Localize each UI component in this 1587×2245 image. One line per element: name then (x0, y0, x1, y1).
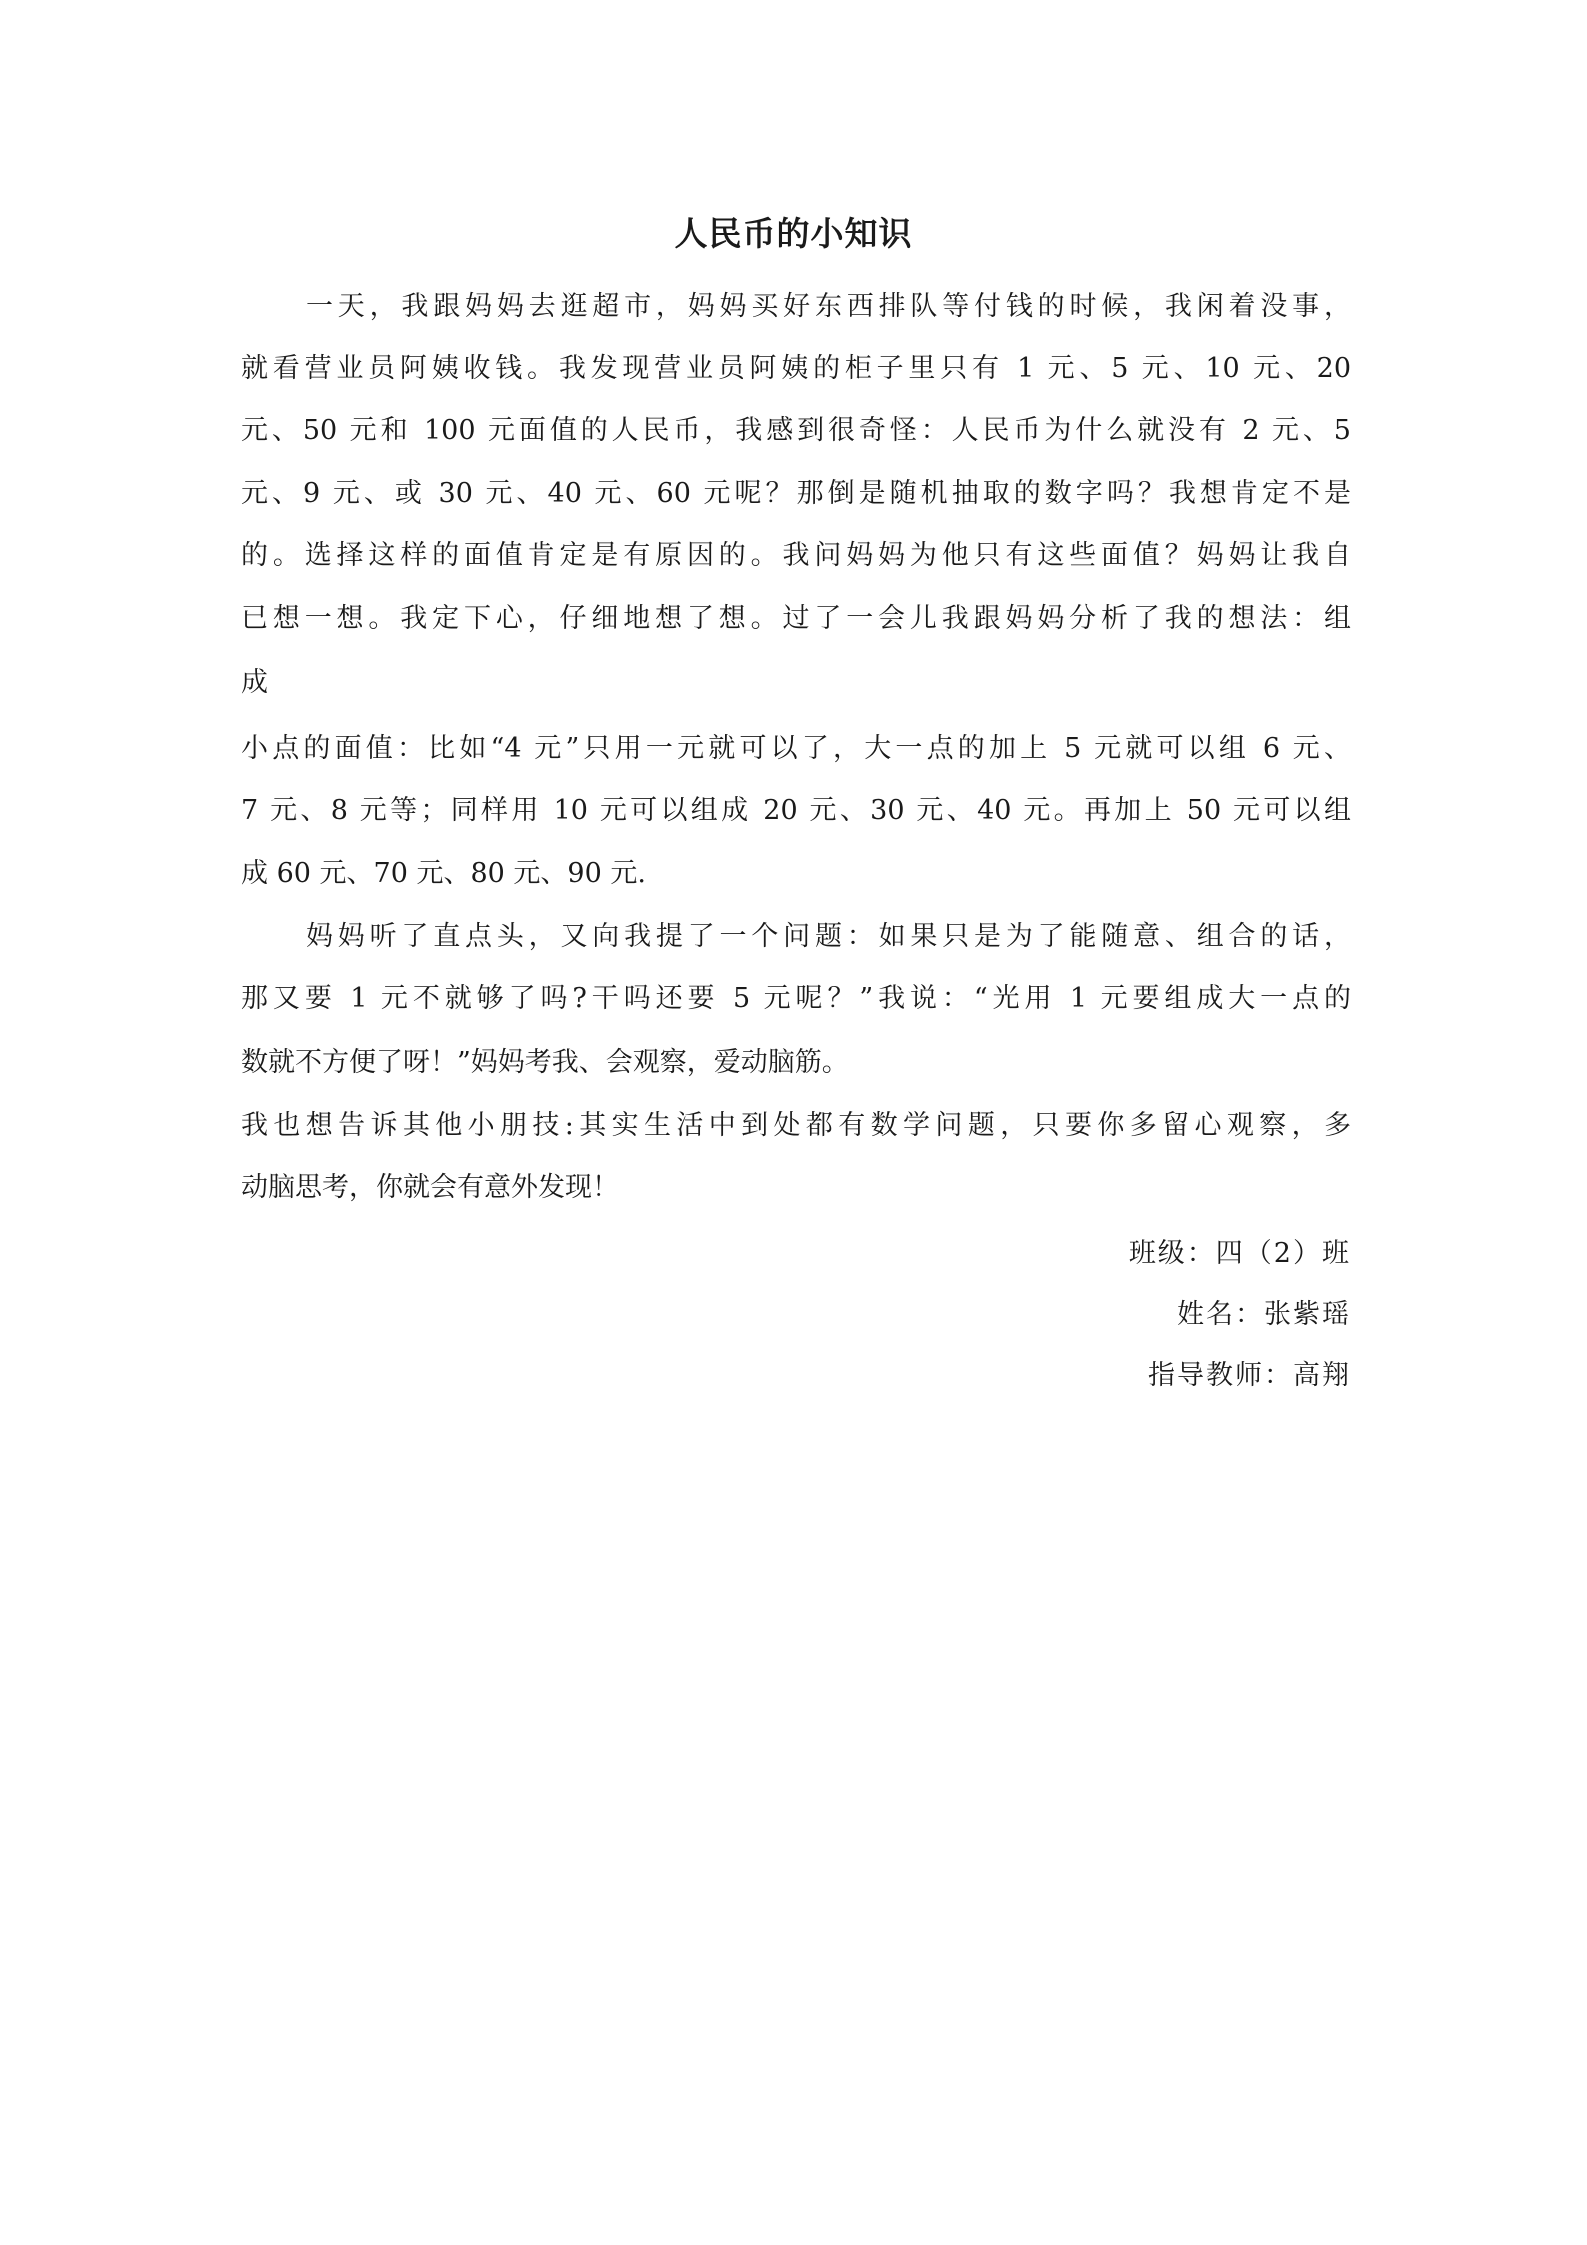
paragraph-line: 动脑思考，你就会有意外发现！ (241, 1172, 619, 1203)
paragraph-line: 就看营业员阿姨收钱。我发现营业员阿姨的柜子里只有 1 元、5 元、10 元、20 (241, 353, 1351, 384)
paragraph-line: 我也想告诉其他小朋技:其实生活中到处都有数学问题，只要你多留心观察，多 (241, 1110, 1351, 1141)
paragraph-line: 成 (241, 667, 268, 698)
signature-class: 班级：四（2）班 (1128, 1238, 1351, 1269)
paragraph-line: 妈妈听了直点头，又向我提了一个问题：如果只是为了能随意、组合的话， (306, 921, 1351, 952)
paragraph-line: 小点的面值：比如“4 元”只用一元就可以了，大一点的加上 5 元就可以组 6 元、 (241, 733, 1351, 764)
paragraph-line: 元、9 元、或 30 元、40 元、60 元呢？那倒是随机抽取的数字吗？我想肯定不是 (241, 478, 1351, 509)
signature-teacher: 指导教师：高翔 (1148, 1360, 1351, 1391)
paragraph-line: 数就不方便了呀！”妈妈考我、会观察，爱动脑筋。 (241, 1047, 849, 1078)
paragraph-line: 已想一想。我定下心，仔细地想了想。过了一会儿我跟妈妈分析了我的想法：组 (241, 603, 1351, 634)
paragraph-line: 一天，我跟妈妈去逛超市，妈妈买好东西排队等付钱的时候，我闲着没事， (306, 291, 1351, 322)
paragraph-line: 那又要 1 元不就够了吗?干吗还要 5 元呢？”我说：“光用 1 元要组成大一点的 (241, 983, 1351, 1014)
paragraph-line: 的。选择这样的面值肯定是有原因的。我问妈妈为他只有这些面值？妈妈让我自 (241, 540, 1351, 571)
paragraph-line: 7 元、8 元等；同样用 10 元可以组成 20 元、30 元、40 元。再加上 50 元可以组 (241, 795, 1351, 826)
paragraph-line: 元、50 元和 100 元面值的人民币，我感到很奇怪：人民币为什么就没有 2 元、5 (241, 415, 1351, 446)
paragraph-line: 成 60 元、70 元、80 元、90 元. (241, 858, 646, 889)
signature-name: 姓名：张紫瑶 (1177, 1299, 1351, 1330)
document-title: 人民币的小知识 (674, 214, 913, 253)
